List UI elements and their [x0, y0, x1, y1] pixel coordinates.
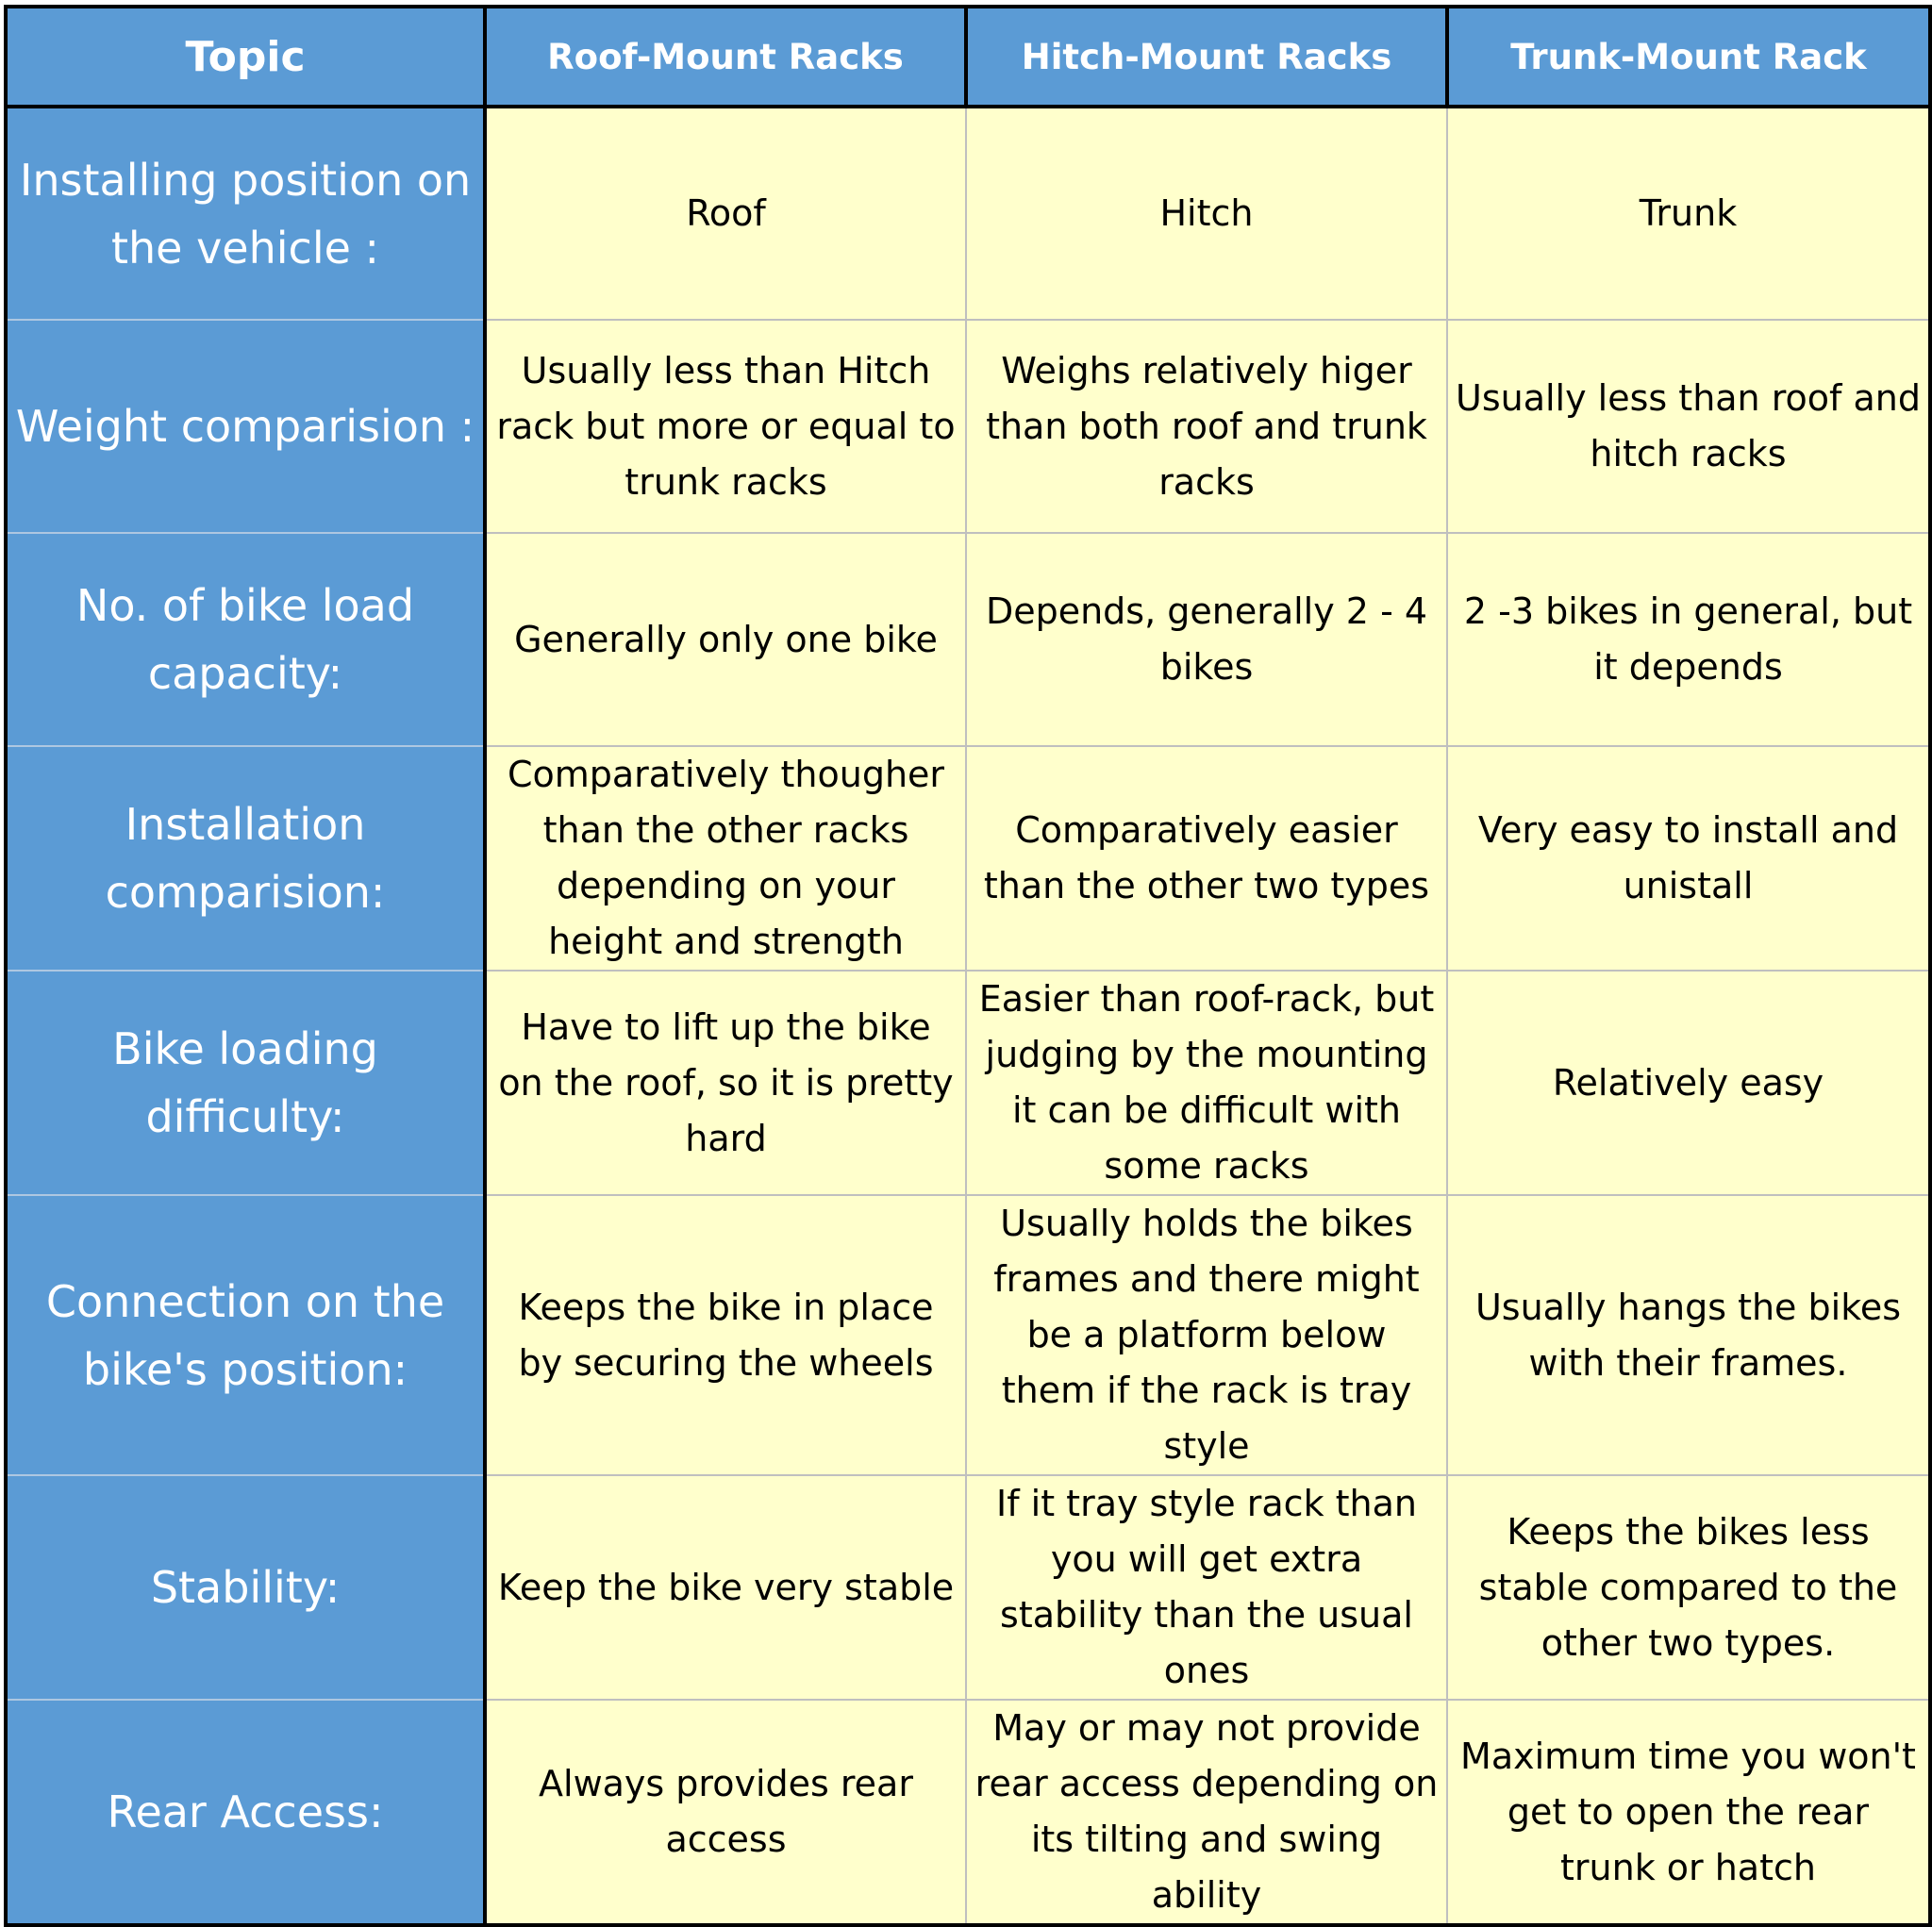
- cell-hitch: If it tray style rack than you will get extra stability than the usual ones: [966, 1475, 1447, 1700]
- header-trunk-mount: Trunk-Mount Rack: [1447, 7, 1930, 107]
- cell-roof: Usually less than Hitch rack but more or equal to trunk racks: [485, 320, 966, 533]
- row-topic: Installing position on the vehicle :: [6, 107, 485, 320]
- cell-hitch: Usually holds the bikes frames and there might be a platform below them if the rack is tray style: [966, 1195, 1447, 1475]
- cell-trunk: Usually less than roof and hitch racks: [1447, 320, 1930, 533]
- header-topic: Topic: [6, 7, 485, 107]
- cell-hitch: May or may not provide rear access depending on its tilting and swing ability: [966, 1700, 1447, 1925]
- table-row: [6, 746, 1930, 971]
- row-topic: No. of bike load capacity:: [6, 533, 485, 746]
- table-row: [6, 1475, 1930, 1700]
- cell-trunk: Keeps the bikes less stable compared to the other two types.: [1447, 1475, 1930, 1700]
- table-row: [6, 320, 1930, 533]
- table-row: [6, 107, 1930, 320]
- cell-trunk: Trunk: [1447, 107, 1930, 320]
- table-header: [6, 7, 1930, 107]
- table-body: [6, 107, 1930, 1925]
- row-topic: Stability:: [6, 1475, 485, 1700]
- cell-trunk: Usually hangs the bikes with their frames.: [1447, 1195, 1930, 1475]
- table-row: [6, 533, 1930, 746]
- cell-hitch: Comparatively easier than the other two types: [966, 746, 1447, 971]
- cell-hitch: Hitch: [966, 107, 1447, 320]
- comparison-table-container: [4, 5, 1928, 1916]
- cell-trunk: Relatively easy: [1447, 971, 1930, 1195]
- row-topic: Installation comparision:: [6, 746, 485, 971]
- cell-roof: Keeps the bike in place by securing the wheels: [485, 1195, 966, 1475]
- cell-roof: Always provides rear access: [485, 1700, 966, 1925]
- cell-roof: Comparatively thougher than the other racks depending on your height and strength: [485, 746, 966, 971]
- table-row: [6, 971, 1930, 1195]
- row-topic: Connection on the bike's position:: [6, 1195, 485, 1475]
- cell-trunk: Very easy to install and unistall: [1447, 746, 1930, 971]
- cell-roof: Generally only one bike: [485, 533, 966, 746]
- bike-rack-comparison-table: [4, 5, 1932, 1927]
- header-hitch-mount: Hitch-Mount Racks: [966, 7, 1447, 107]
- row-topic: Rear Access:: [6, 1700, 485, 1925]
- cell-trunk: Maximum time you won't get to open the rear trunk or hatch: [1447, 1700, 1930, 1925]
- cell-hitch: Easier than roof-rack, but judging by the mounting it can be difficult with some racks: [966, 971, 1447, 1195]
- cell-hitch: Depends, generally 2 - 4 bikes: [966, 533, 1447, 746]
- cell-trunk: 2 -3 bikes in general, but it depends: [1447, 533, 1930, 746]
- table-row: [6, 1700, 1930, 1925]
- cell-hitch: Weighs relatively higer than both roof and trunk racks: [966, 320, 1447, 533]
- cell-roof: Have to lift up the bike on the roof, so it is pretty hard: [485, 971, 966, 1195]
- cell-roof: Keep the bike very stable: [485, 1475, 966, 1700]
- header-roof-mount: Roof-Mount Racks: [485, 7, 966, 107]
- row-topic: Bike loading difficulty:: [6, 971, 485, 1195]
- table-row: [6, 1195, 1930, 1475]
- cell-roof: Roof: [485, 107, 966, 320]
- header-row: [6, 7, 1930, 107]
- row-topic: Weight comparision :: [6, 320, 485, 533]
